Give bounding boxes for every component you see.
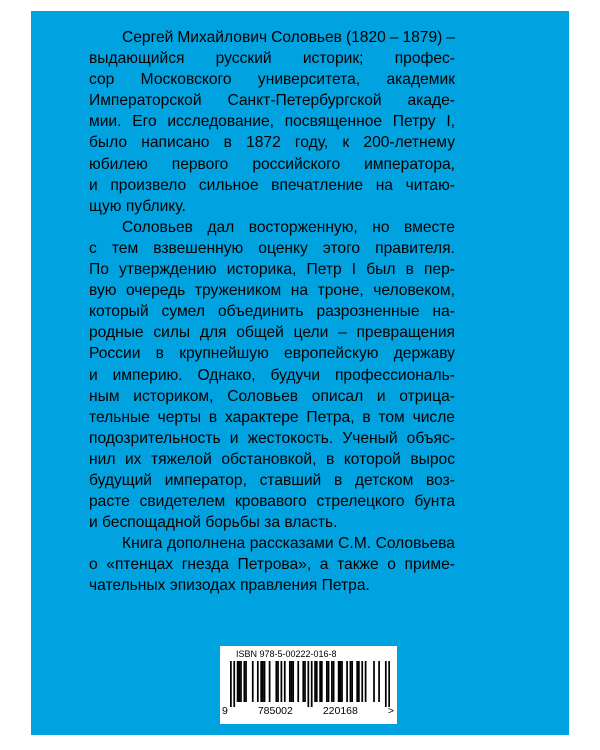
word: «птенцах (106, 556, 174, 574)
word: также (337, 556, 379, 574)
word: Соловьев (122, 218, 193, 236)
text-line (89, 575, 455, 596)
word: подозрительность (89, 429, 221, 447)
text-line (89, 90, 455, 111)
word: – (389, 29, 399, 46)
word: был (366, 261, 396, 279)
word: году, (294, 134, 329, 152)
barcode-bar (245, 661, 247, 702)
text-line (89, 259, 455, 280)
word: и (89, 176, 98, 194)
word: сильное (198, 176, 259, 194)
word: и (229, 429, 239, 447)
word: описал (311, 387, 364, 405)
word: Однако, (197, 366, 256, 384)
word: сумел (161, 303, 205, 321)
word: вырос (410, 450, 455, 468)
barcode-bar (388, 661, 390, 707)
word: ставший (259, 471, 322, 489)
word: правителя. (375, 239, 455, 257)
text-line (89, 343, 455, 364)
word: историк; (302, 50, 364, 68)
text-line (89, 69, 455, 90)
word: рассказами (249, 535, 334, 553)
word: в (362, 408, 371, 426)
text-line (89, 280, 455, 301)
word: который (89, 303, 149, 321)
barcode-bar (304, 661, 306, 702)
word: тельные (89, 408, 150, 426)
word: вую (89, 282, 117, 300)
barcode-bar (307, 661, 309, 707)
barcode-bar (284, 661, 286, 702)
text-line (89, 386, 455, 407)
text-line (89, 27, 455, 48)
barcode-bar (291, 661, 293, 702)
text-line (89, 196, 455, 217)
word: империю. (112, 366, 183, 384)
barcode-box (220, 646, 397, 724)
text-line (89, 407, 455, 428)
barcode-bar (350, 661, 352, 702)
word: Петру (392, 113, 436, 131)
barcode-bar (269, 661, 271, 702)
barcode-bar (252, 661, 254, 702)
word: было (89, 134, 128, 152)
barcode-bars (230, 661, 390, 707)
word: кровавого (234, 493, 307, 511)
barcode-digit-group-left: 785002 (257, 705, 293, 717)
word: в (405, 261, 414, 279)
text-line (89, 428, 455, 449)
text-line (89, 154, 455, 175)
word: академик (386, 71, 455, 89)
word: произвело (110, 176, 187, 194)
word: приме- (404, 556, 455, 574)
barcode-digit-lead: 9 (222, 705, 228, 717)
text-line (89, 48, 455, 69)
word: утверждению (118, 261, 217, 279)
text-line (89, 301, 455, 322)
word: впечатление (271, 176, 364, 194)
word: числе (412, 408, 455, 426)
word: выдающийся (89, 50, 185, 68)
word: России (89, 345, 141, 363)
text-line (89, 365, 455, 386)
barcode-digit-arrow: > (387, 705, 394, 717)
barcode-digit-group-right: 220168 (322, 705, 358, 717)
word: тружеником (194, 282, 282, 300)
word: Соловьев (227, 387, 299, 405)
barcode-bar (319, 661, 321, 702)
word: юбилею (89, 155, 148, 173)
word: объяс- (406, 429, 455, 447)
text-line (89, 238, 455, 259)
barcode-bar (351, 661, 353, 702)
word: император, (164, 471, 247, 489)
barcode-bar (385, 661, 387, 707)
word: характере (224, 408, 299, 426)
barcode-bar (297, 661, 299, 702)
barcode-bar (275, 661, 277, 702)
word: отрица- (399, 387, 455, 405)
barcode-bar (240, 661, 242, 702)
word: восторженную, (248, 218, 358, 236)
word: По (89, 261, 109, 279)
word: Санкт-Петербургской (227, 92, 382, 110)
word: этого (322, 239, 361, 257)
text-line-content: и беспощадной борьбы за власть. (89, 514, 338, 532)
word: 1879) (402, 29, 443, 46)
word: крупнейшую (179, 345, 269, 363)
word: дал (207, 218, 235, 236)
word: исследование, (167, 113, 274, 131)
barcode-bar (230, 661, 232, 707)
word: на (375, 176, 393, 194)
word: Соловьева (375, 535, 455, 553)
word: историка, (226, 261, 297, 279)
barcode-bar (257, 661, 259, 702)
word: читаю- (405, 176, 455, 194)
barcode-bar (331, 661, 333, 702)
barcode-bar (321, 661, 323, 702)
text-line (89, 111, 455, 132)
word: воз- (426, 471, 455, 489)
word: превращения (356, 324, 455, 342)
word: очередь (125, 282, 186, 300)
barcode-bar (378, 661, 380, 702)
word: Соловьев (271, 29, 342, 46)
barcode-bar (328, 661, 330, 702)
word: жестокость. (247, 429, 334, 447)
word: с (89, 239, 97, 257)
barcode-bar (333, 661, 335, 702)
barcode-bar (373, 661, 375, 702)
word: и (376, 387, 386, 405)
word: написано (141, 134, 210, 152)
word: Петр (306, 261, 342, 279)
word: которой (343, 450, 401, 468)
word: и (89, 366, 98, 384)
word: университета, (257, 71, 361, 89)
barcode-bar (314, 661, 316, 702)
word: свидетелем (139, 493, 226, 511)
barcode-bar (338, 661, 340, 702)
barcode-bar (346, 661, 348, 702)
text-line (89, 217, 455, 238)
word: родные (89, 324, 144, 342)
word: российского (252, 155, 341, 173)
word: нил (89, 450, 116, 468)
barcode-bar (260, 661, 262, 702)
word: для (199, 324, 227, 342)
word: (1820 (345, 29, 386, 46)
barcode-bar (361, 661, 363, 702)
word: Сергей (122, 29, 174, 46)
barcode-bar (302, 661, 304, 702)
text-line (89, 175, 455, 196)
word: к (342, 134, 350, 152)
text-line (89, 533, 455, 554)
barcode-bar (339, 661, 341, 702)
word: гнезда (181, 556, 229, 574)
text-line (89, 449, 455, 470)
word: будучи (270, 366, 321, 384)
word: вместе (404, 218, 455, 236)
barcode-bar (311, 661, 313, 707)
word: обстановкой, (221, 450, 317, 468)
word: Императорской (89, 92, 202, 110)
word: первого (171, 155, 229, 173)
barcode-digits (222, 705, 394, 717)
word: цели (293, 324, 329, 342)
barcode-bar (237, 661, 239, 702)
barcode-bar (341, 661, 343, 702)
barcode-bar (365, 661, 367, 702)
barcode-bar (262, 661, 264, 702)
word: на (290, 282, 309, 300)
word: разрозненные (316, 303, 420, 321)
word: 200-летнему (363, 134, 455, 152)
word: тяжелой (150, 450, 212, 468)
word: оценку (258, 239, 308, 257)
word: – (446, 29, 455, 46)
word: державу (393, 345, 455, 363)
word: троне, (317, 282, 364, 300)
word: а (319, 556, 329, 574)
word: в (333, 471, 343, 489)
text-line (89, 491, 455, 512)
word: профес- (394, 50, 455, 68)
barcode-bar (233, 661, 235, 707)
word: историком, (133, 387, 214, 405)
word: бунта (414, 493, 455, 511)
word: С.М. (338, 535, 372, 553)
word: пер- (423, 261, 455, 279)
word: 1872 (246, 134, 281, 152)
barcode-bar (292, 661, 294, 702)
word: сор (89, 71, 115, 89)
word: взвешенную (153, 239, 244, 257)
word: черты (157, 408, 202, 426)
barcode-bar (281, 661, 283, 702)
word: Петрова», (237, 556, 312, 574)
text-line (89, 322, 455, 343)
word: дополнена (166, 535, 246, 553)
word: посвященное (284, 113, 383, 131)
word: но (372, 218, 390, 236)
word: стрелецкого (316, 493, 405, 511)
barcode-bar (238, 661, 240, 702)
word: императора, (364, 155, 455, 173)
word: ным (89, 387, 120, 405)
description-text (89, 27, 455, 597)
word: общей (236, 324, 284, 342)
text-line-content: чательных эпизодах правления Петра. (89, 577, 370, 595)
word: европейскую (284, 345, 379, 363)
word: профессиональ- (334, 366, 455, 384)
word: на- (432, 303, 455, 321)
word: о (89, 556, 98, 574)
barcode-bar (358, 661, 360, 702)
isbn-label: ISBN 978-5-00222-016-8 (236, 649, 337, 659)
text-line (89, 470, 455, 491)
word: I, (446, 113, 455, 131)
word: человеком, (373, 282, 455, 300)
word: Ученый (342, 429, 398, 447)
word: Михайлович (177, 29, 268, 46)
barcode-bar (243, 661, 245, 702)
word: о (387, 556, 396, 574)
text-line (89, 554, 455, 575)
barcode-bar (289, 661, 291, 702)
word: русский (215, 50, 272, 68)
barcode-bar (356, 661, 358, 702)
word: – (338, 324, 347, 342)
word: в (155, 345, 164, 363)
barcode-bar (277, 661, 279, 702)
word: Книга (122, 535, 163, 553)
word: акаде- (407, 92, 455, 110)
word: Его (132, 113, 157, 131)
word: I (351, 261, 357, 279)
word: расте (89, 493, 130, 511)
text-line-content: щую публику. (89, 197, 186, 215)
word: объединить (217, 303, 304, 321)
word: силы (153, 324, 191, 342)
text-line (89, 132, 455, 153)
word: тем (111, 239, 139, 257)
word: том (378, 408, 405, 426)
word: будущий (89, 471, 153, 489)
word: Московского (140, 71, 232, 89)
word: в (223, 134, 232, 152)
barcode-bar (264, 661, 266, 702)
word: Петра, (306, 408, 355, 426)
text-line (89, 512, 455, 533)
barcode-bar (326, 661, 328, 702)
word: мии. (89, 113, 122, 131)
barcode-bar (316, 661, 318, 702)
word: их (124, 450, 142, 468)
word: в (208, 408, 218, 426)
word: в (326, 450, 335, 468)
word: детском (354, 471, 414, 489)
